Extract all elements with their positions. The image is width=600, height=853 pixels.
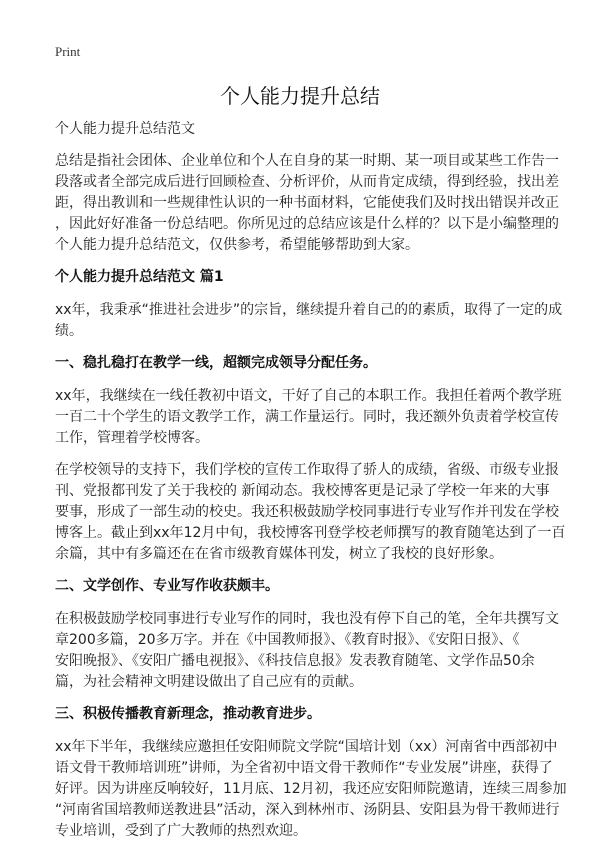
paragraph-line: 专业培训，受到了广大教师的热烈欢迎。: [55, 823, 307, 839]
paragraph-line: xx年，我秉承“推进社会进步”的宗旨，继续提升着自己的的素质，取得了一定的成: [55, 302, 563, 318]
paragraph: [55, 737, 567, 842]
paragraph-line: 一百二十个学生的语文教学工作，满工作量运行。同时，我还额外负责着学校宣传: [55, 409, 559, 425]
paragraph-line: xx年，我继续在一线任教初中语文，干好了自己的本职工作。我担任着两个教学班: [55, 388, 562, 404]
document-body: [55, 119, 567, 853]
paragraph-line: 博客上。截止到xx年12月中旬，我校博客刊登学校老师撰写的教育随笔达到了一百: [55, 525, 566, 541]
paragraph: [55, 151, 559, 256]
document-subtitle: 个人能力提升总结范文: [55, 121, 195, 137]
paragraph-line: 在学校领导的支持下，我们学校的宣传工作取得了骄人的成绩，省级、市级专业报: [55, 462, 559, 478]
paragraph-line: 安阳晚报》、《安阳广播电视报》、《科技信息报》发表教育随笔、文学作品50余: [55, 653, 535, 669]
print-link[interactable]: Print: [55, 44, 81, 59]
paragraph-line: ，因此好好准备一份总结吧。你所见过的总结应该是什么样的？以下是小编整理的: [55, 216, 559, 232]
paragraph: [55, 386, 562, 449]
paragraph: [55, 460, 566, 565]
paragraph-line: 在积极鼓励学校同事进行专业写作的同时，我也没有停下自己的笔，全年共撰写文: [55, 611, 559, 627]
paragraph-line: 工作，管理着学校博客。: [55, 430, 209, 446]
paragraph-line: 个人能力提升总结范文，仅供参考，希望能够帮助到大家。: [55, 237, 419, 253]
paragraph-line: “河南省国培教师送教进县”活动，深入到林州市、汤阴县、安阳县为骨干教师进行: [55, 802, 560, 818]
paragraph-line: 语文骨干教师培训班”讲师，为全省初中语文骨干教师作“专业发展”讲座，获得了: [55, 760, 553, 776]
paragraph-line: 篇，为社会精神文明建设做出了自己应有的贡献。: [55, 674, 363, 690]
section-heading: 一、稳扎稳打在教学一线，超额完成领导分配任务。: [55, 355, 377, 371]
paragraph-line: xx年下半年，我继续应邀担任安阳师院文学院“国培计划（xx）河南省中西部初中: [55, 739, 558, 755]
paragraph-line: 好评。因为讲座反响较好，11月底、12月初，我还应安阳师院邀请，连续三周参加: [55, 781, 567, 797]
paragraph-line: 总结是指社会团体、企业单位和个人在自身的某一时期、某一项目或某些工作告一: [55, 153, 559, 169]
paragraph-line: 刊、党报都刊发了关于我校的 新闻动态。我校博客更是记录了学校一年来的大事: [55, 483, 550, 499]
paragraph: [55, 609, 559, 693]
paragraph-line: 距，得出教训和一些规律性认识的一种书面材料，它能使我们及时找出错误并改正: [55, 195, 559, 211]
paragraph-line: 要事，形成了一部生动的校史。我还积极鼓励学校同事进行专业写作并刊发在学校: [55, 504, 559, 520]
paragraph: [55, 300, 563, 342]
paragraph-line: 章200多篇，20多万字。并在《中国教师报》、《教育时报》、《安阳日报》、《: [55, 632, 520, 648]
page-title: 个人能力提升总结: [220, 84, 380, 108]
paragraph-line: 段落或者全部完成后进行回顾检查、分析评价，从而肯定成绩，得到经验，找出差: [55, 174, 559, 190]
section-heading: 个人能力提升总结范文 篇1: [55, 269, 224, 285]
paragraph-line: 绩。: [55, 323, 83, 339]
section-heading: 二、文学创作、专业写作收获颇丰。: [55, 578, 279, 594]
section-heading: 三、积极传播教育新理念，推动教育进步。: [55, 706, 321, 722]
paragraph-line: 余篇，其中有多篇还在在省市级教育媒体刊发，树立了我校的良好形象。: [55, 546, 503, 562]
